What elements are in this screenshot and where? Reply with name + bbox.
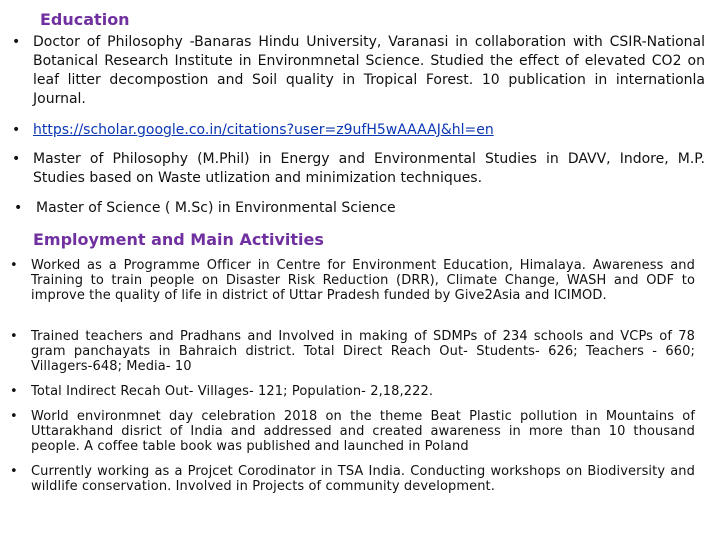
bullet-icon: • bbox=[12, 122, 21, 138]
bullet-icon: • bbox=[10, 258, 18, 273]
bullet-icon: • bbox=[10, 409, 18, 424]
education-item-text: Master of Science ( M.Sc) in Environmental Science bbox=[36, 200, 396, 216]
employment-item-text: Currently working as a Projcet Corodinator in TSA India. Conducting workshops on Biodiversity and wildlife conservation. Involved in Projects of community development. bbox=[31, 464, 695, 494]
bullet-icon: • bbox=[12, 151, 21, 167]
bullet-icon: • bbox=[14, 200, 23, 216]
employment-item-indirect-reach bbox=[10, 384, 695, 399]
bullet-icon: • bbox=[10, 384, 18, 399]
employment-item-text: Worked as a Programme Officer in Centre for Environment Education, Himalaya. Awareness and Training to train people on Disaster Risk Reduction (DRR), Climate Change, WASH and ODF to improve the quality of life in district of Uttar Pradesh funded by Give2Asia and ICIMOD. bbox=[31, 258, 695, 303]
employment-item-text: Total Indirect Recah Out- Villages- 121; Population- 2,18,222. bbox=[31, 384, 434, 399]
education-item-msc bbox=[14, 199, 707, 218]
employment-item-training bbox=[10, 329, 695, 374]
bullet-icon: • bbox=[12, 34, 21, 50]
employment-item-text: Trained teachers and Pradhans and Involved in making of SDMPs of 234 schools and VCPs of 78 gram panchayats in Bahraich district. Total Direct Reach Out- Students- 626; Teachers - 660; Villagers-648; Media- 10 bbox=[31, 329, 695, 374]
education-item-phd bbox=[12, 33, 705, 109]
education-item-mphil bbox=[12, 150, 705, 188]
education-item-text: Doctor of Philosophy -Banaras Hindu University, Varanasi in collaboration with CSIR-National Botanical Research Institute in Environmnetal Science. Studied the effect of elevated CO2 on leaf litter decompostion and Soil quality in Tropical Forest. 10 publication in internationla Journal. bbox=[33, 34, 705, 107]
employment-item-environment-day bbox=[10, 409, 695, 454]
education-heading: Education bbox=[40, 10, 130, 29]
education-item-scholar-link bbox=[12, 121, 705, 140]
employment-item-programme-officer bbox=[10, 258, 695, 303]
education-item-text: Master of Philosophy (M.Phil) in Energy and Environmental Studies in DAVV, Indore, M.P. Studies based on Waste utlization and minimization techniques. bbox=[33, 151, 705, 186]
employment-heading: Employment and Main Activities bbox=[33, 230, 324, 249]
employment-item-text: World environmnet day celebration 2018 on the theme Beat Plastic pollution in Mountains of Uttarakhand disrict of India and addressed and created awareness in more than 10 thousand people. A coffee table book was published and launched in Poland bbox=[31, 409, 695, 454]
bullet-icon: • bbox=[10, 329, 18, 344]
bullet-icon: • bbox=[10, 464, 18, 479]
google-scholar-link[interactable]: https://scholar.google.co.in/citations?user=z9ufH5wAAAAJ&hl=en bbox=[33, 122, 494, 138]
employment-item-current-role bbox=[10, 464, 695, 494]
